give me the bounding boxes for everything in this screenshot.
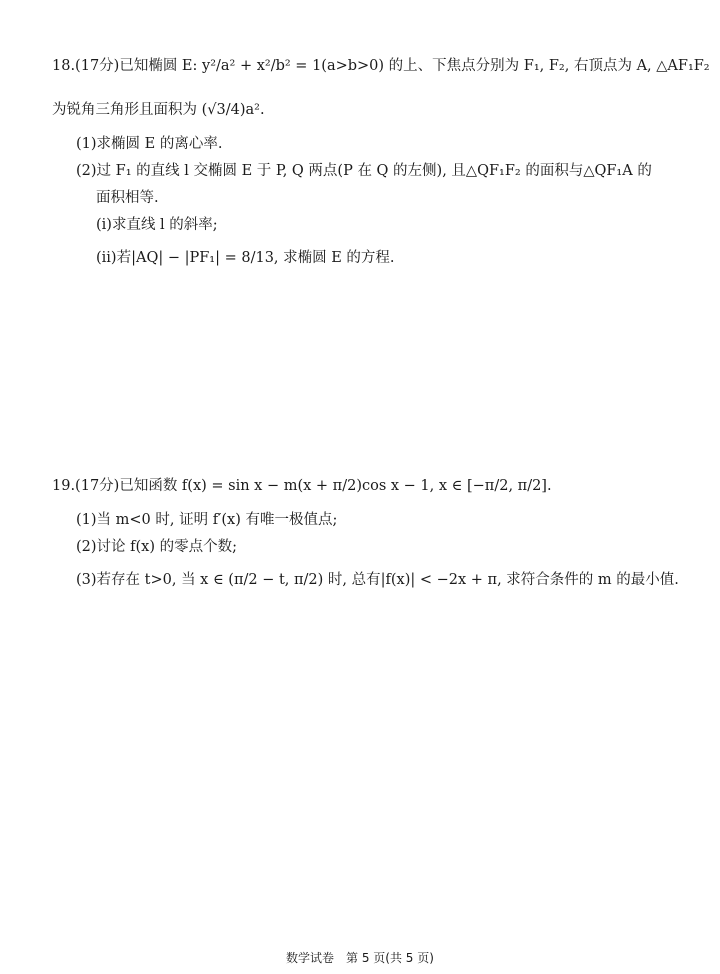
- q18-stem-line2: 为锐角三角形且面积为 (√3/4)a².: [52, 102, 265, 118]
- q19-stem: 19.(17分)已知函数 f(x) = sin x − m(x + π/2)cos x − 1, x ∈ [−π/2, π/2].: [52, 478, 552, 494]
- q18-part2-cont: 面积相等.: [96, 190, 159, 206]
- q18-part2-ii: (ⅱ)若|AQ| − |PF₁| = 8/13, 求椭圆 E 的方程.: [96, 250, 395, 266]
- q18-stem-line1: 18.(17分)已知椭圆 E: y²/a² + x²/b² = 1(a>b>0) 的上、下焦点分别为 F₁, F₂, 右顶点为 A, △AF₁F₂: [52, 58, 710, 74]
- q19-part3: (3)若存在 t>0, 当 x ∈ (π/2 − t, π/2) 时, 总有|f(x)| < −2x + π, 求符合条件的 m 的最小值.: [76, 572, 679, 588]
- q19-part1: (1)当 m<0 时, 证明 f′(x) 有唯一极值点;: [76, 512, 338, 528]
- q18-part2: (2)过 F₁ 的直线 l 交椭圆 E 于 P, Q 两点(P 在 Q 的左侧), 且△QF₁F₂ 的面积与△QF₁A 的: [76, 163, 652, 179]
- q18-part2-i: (ⅰ)求直线 l 的斜率;: [96, 217, 218, 233]
- q19-part2: (2)讨论 f(x) 的零点个数;: [76, 539, 238, 555]
- q18-part1: (1)求椭圆 E 的离心率.: [76, 136, 223, 152]
- page-footer: 数学试卷 第 5 页(共 5 页): [286, 951, 434, 965]
